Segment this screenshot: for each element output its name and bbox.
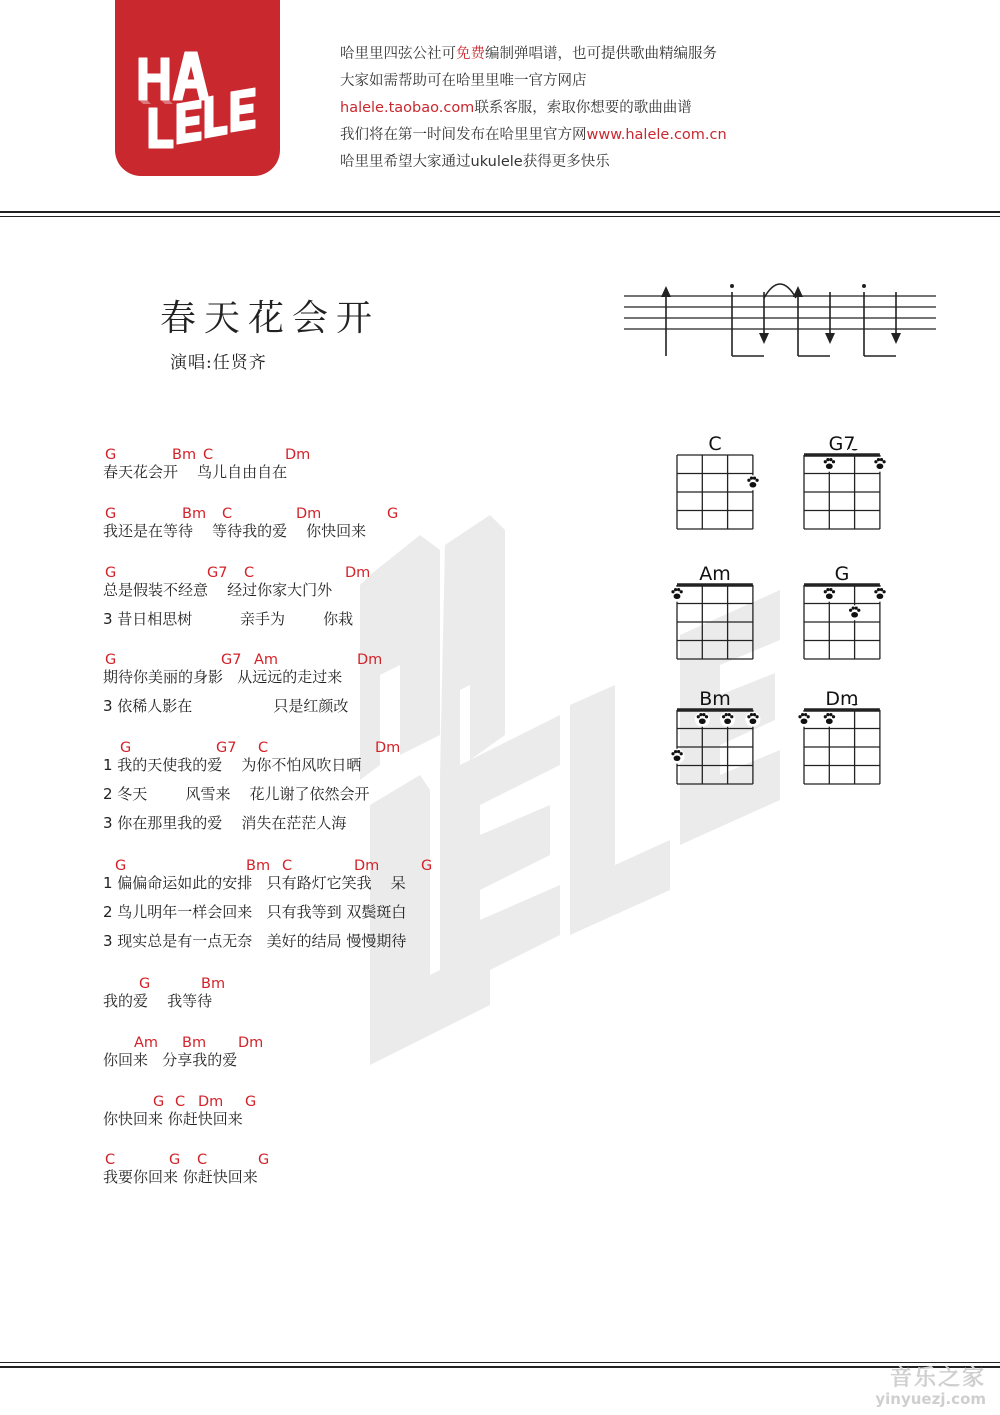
chord-label: G xyxy=(169,1152,181,1168)
chord-label: Dm xyxy=(285,447,311,463)
chord-label: Am xyxy=(254,652,279,668)
chord-label: Bm xyxy=(246,858,271,874)
paw-dot-icon xyxy=(822,712,837,727)
lyric-line: 我还是在等待 等待我的爱 你快回来 xyxy=(103,522,367,540)
footer-rule-top xyxy=(0,1362,1000,1363)
info-line-1-part-3: 编制弹唱谱，也可提供歌曲精编服务 xyxy=(485,46,717,62)
paw-dot-icon xyxy=(822,457,837,472)
header-rule-bottom xyxy=(0,216,1000,217)
chord-diagram-name: Bm xyxy=(699,688,731,710)
chord-label: G xyxy=(139,976,151,992)
chord-label: Bm xyxy=(182,506,207,522)
chord-label: Dm xyxy=(345,565,371,581)
chord-label: G xyxy=(105,565,117,581)
chord-label: G xyxy=(387,506,399,522)
lyric-line: 3 依稀人影在 只是红颜改 xyxy=(103,697,349,715)
lyric-line: 3 昔日相思树 亲手为 你栽 xyxy=(103,610,354,628)
paw-dot-icon xyxy=(797,712,812,727)
lyric-line: 我要你回来 你赶快回来 xyxy=(103,1168,258,1186)
lyric-line: 1 我的天使我的爱 为你不怕风吹日晒 xyxy=(103,756,362,774)
chord-label: C xyxy=(258,740,269,756)
paw-dot-icon xyxy=(720,712,735,727)
lyric-line: 3 你在那里我的爱 消失在茫茫人海 xyxy=(103,814,347,832)
chord-label: G xyxy=(245,1094,257,1110)
chord-label: C xyxy=(197,1152,208,1168)
info-line-1-part-1: 哈里里四弦公社可 xyxy=(340,46,456,62)
paw-dot-icon xyxy=(847,704,862,708)
chord-label: G xyxy=(115,858,127,874)
chord-label: G xyxy=(105,652,117,668)
chord-label: Bm xyxy=(182,1035,207,1051)
chord-label: Dm xyxy=(238,1035,264,1051)
chord-label: Dm xyxy=(296,506,322,522)
chord-label: C xyxy=(282,858,293,874)
info-line-5-part-1: 哈里里希望大家通过ukulele获得更多快乐 xyxy=(340,154,610,170)
chord-label: Dm xyxy=(354,858,380,874)
chord-label: G xyxy=(258,1152,270,1168)
paw-dot-icon xyxy=(695,712,710,727)
chord-diagram-grid xyxy=(790,449,900,539)
paw-dot-icon xyxy=(872,457,887,472)
info-line-4-part-1: 我们将在第一时间发布在哈里里官方网 xyxy=(340,127,587,143)
chord-label: G7 xyxy=(216,740,237,756)
lyric-line: 期待你美丽的身影 从远远的走过来 xyxy=(103,668,343,686)
paw-dot-icon xyxy=(745,475,760,490)
paw-dot-icon xyxy=(872,587,887,602)
info-line-2-part-1: 大家如需帮助可在哈里里唯一官方网店 xyxy=(340,73,587,89)
chord-label: G7 xyxy=(221,652,242,668)
lyric-line: 春天花会开 鸟儿自由自在 xyxy=(103,463,288,481)
paw-dot-icon xyxy=(822,587,837,602)
paw-dot-icon xyxy=(670,587,685,602)
chord-diagram-name: G7 xyxy=(828,433,856,455)
chord-label: C xyxy=(222,506,233,522)
info-line-3-part-2: 联系客服，索取你想要的歌曲曲谱 xyxy=(474,100,692,116)
lyric-line: 2 鸟儿明年一样会回来 只有我等到 双鬓斑白 xyxy=(103,903,407,921)
lyric-line: 1 偏偏命运如此的安排 只有路灯它笑我 呆 xyxy=(103,874,406,892)
lyric-line: 2 冬天 风雪来 花儿谢了依然会开 xyxy=(103,785,370,803)
lyric-line: 总是假装不经意 经过你家大门外 xyxy=(103,581,333,599)
chord-label: Dm xyxy=(198,1094,224,1110)
chord-label: Bm xyxy=(201,976,226,992)
chord-diagram-grid xyxy=(790,579,900,669)
chord-diagram-grid xyxy=(663,579,773,669)
header-rule-top xyxy=(0,211,1000,213)
chord-label: G xyxy=(153,1094,165,1110)
chord-diagram-name: C xyxy=(708,433,722,455)
paw-dot-icon xyxy=(847,449,862,453)
lyric-line: 我的爱 我等待 xyxy=(103,992,213,1010)
footer-rule-bottom xyxy=(0,1366,1000,1368)
site-watermark-cn: 音乐之家 xyxy=(889,1366,986,1391)
strum-pattern xyxy=(620,270,940,365)
chord-label: C xyxy=(175,1094,186,1110)
lyric-line: 3 现实总是有一点无奈 美好的结局 慢慢期待 xyxy=(103,932,407,950)
lyric-line: 你快回来 你赶快回来 xyxy=(103,1110,243,1128)
lyric-line: 你回来 分享我的爱 xyxy=(103,1051,238,1069)
paw-dot-icon xyxy=(670,749,685,764)
halele-logo-mark xyxy=(115,0,280,176)
chord-diagram-grid xyxy=(663,449,773,539)
info-line-3 xyxy=(340,98,692,118)
site-watermark-url: yinyuezj.com xyxy=(875,1390,986,1408)
song-title: 春天花会开 xyxy=(160,298,381,339)
chord-label: Am xyxy=(134,1035,159,1051)
chord-label: G xyxy=(105,447,117,463)
chord-label: Dm xyxy=(357,652,383,668)
chord-diagram-name: Am xyxy=(699,563,731,585)
info-line-2 xyxy=(340,71,587,91)
chord-label: G xyxy=(120,740,132,756)
chord-diagram-name: G xyxy=(834,563,850,585)
info-free-highlight: 免费 xyxy=(456,46,485,62)
site-watermark-stamp xyxy=(875,1367,986,1407)
chord-label: Dm xyxy=(375,740,401,756)
taobao-link[interactable]: halele.taobao.com xyxy=(340,100,475,116)
paw-dot-icon xyxy=(745,712,760,727)
song-singer: 演唱:任贤齐 xyxy=(170,353,267,373)
paw-dot-icon xyxy=(847,605,862,620)
info-line-1 xyxy=(340,44,717,64)
chord-diagram-grid xyxy=(790,704,900,794)
chord-label: C xyxy=(203,447,214,463)
website-link[interactable]: www.halele.com.cn xyxy=(586,127,727,143)
chord-label: C xyxy=(244,565,255,581)
info-line-4 xyxy=(340,125,727,145)
halele-logo xyxy=(115,0,280,176)
chord-diagram-name: Dm xyxy=(825,688,859,710)
chord-diagram-grid xyxy=(663,704,773,794)
chord-label: G7 xyxy=(207,565,228,581)
chord-label: G xyxy=(105,506,117,522)
chord-label: Bm xyxy=(172,447,197,463)
chord-label: C xyxy=(105,1152,116,1168)
chord-label: G xyxy=(421,858,433,874)
info-line-5 xyxy=(340,152,610,172)
